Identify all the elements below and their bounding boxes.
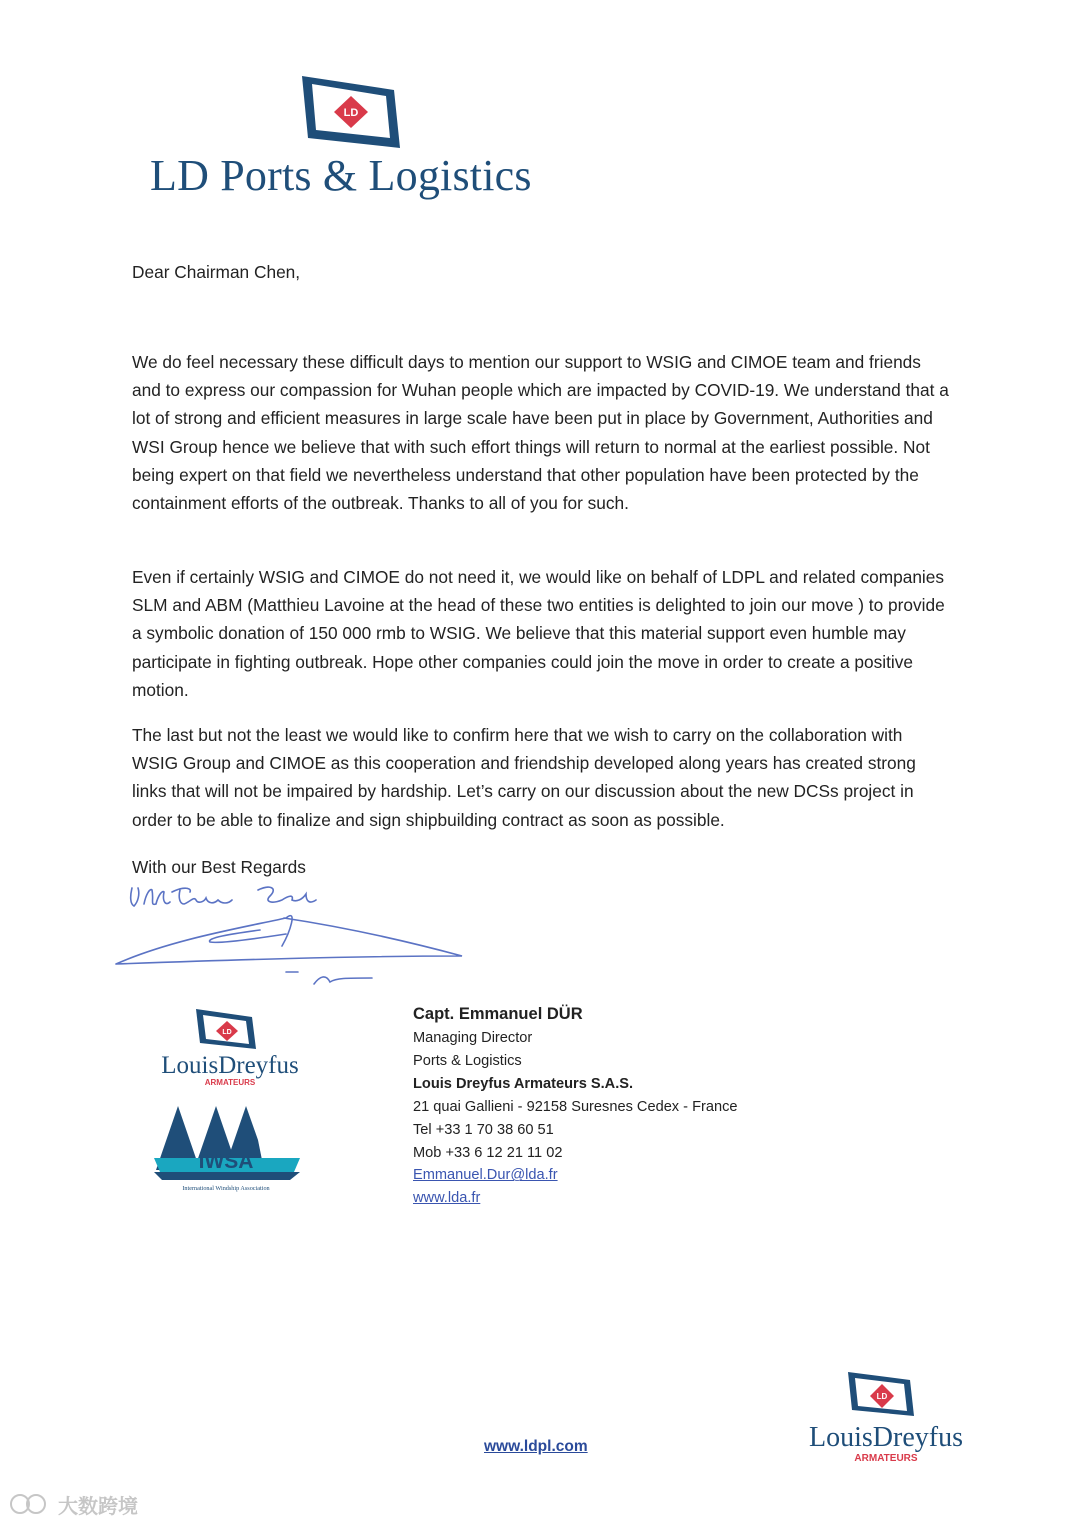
company-brand-name: LD Ports & Logistics (150, 151, 532, 200)
iwsa-logo (150, 1100, 305, 1195)
mobile: Mob +33 6 12 21 11 02 (413, 1144, 563, 1161)
svg-text:ARMATEURS: ARMATEURS (854, 1453, 918, 1464)
website-link[interactable]: www.lda.fr (413, 1190, 481, 1207)
svg-text:LD: LD (876, 1392, 888, 1401)
letter-paragraph-3: The last but not the least we would like to confirm here that we wish to carry on the collaboration with WSIG Group and CIMOE as this cooperation and friendship developed along years has created strong links that will not be impaired by hardship. Let’s carry on our discussion about the new DCSs project in order to be able to finalize and sign shipbuilding contract as soon as possible. (132, 725, 916, 830)
svg-text:International Windship Associa: International Windship Association (182, 1185, 270, 1192)
company-name: Louis Dreyfus Armateurs S.A.S. (413, 1075, 634, 1092)
svg-text:LD: LD (222, 1029, 232, 1036)
ld-flag-logo (298, 72, 404, 152)
letter-paragraph-1: We do feel necessary these difficult days to mention our support to WSIG and CIMOE team and friends and to express our compassion for Wuhan people which are impacted by COVID-19. We understand that a lot of strong and efficient measures in large scale have been put in place by Government, Authorities and WSI Group hence we believe that with such effort things will return to normal at the earliest possible. Not being expert on that field we nevertheless understand that other population have been protected by the containment efforts of the outbreak. Thanks to all of you for such. (132, 352, 949, 514)
salutation: Dear Chairman Chen, (132, 262, 301, 282)
address: 21 quai Gallieni - 92158 Suresnes Cedex - France (413, 1098, 738, 1115)
signatory-title: Managing Director (413, 1030, 533, 1046)
svg-text:大数跨境: 大数跨境 (58, 1494, 138, 1518)
louis-dreyfus-logo (150, 1005, 310, 1095)
svg-text:IWSA: IWSA (198, 1150, 254, 1173)
svg-text:LouisDreyfus: LouisDreyfus (809, 1422, 963, 1453)
svg-text:ARMATEURS: ARMATEURS (204, 1078, 256, 1087)
telephone: Tel +33 1 70 38 60 51 (413, 1121, 554, 1138)
signatory-division: Ports & Logistics (413, 1052, 522, 1069)
closing: With our Best Regards (132, 857, 306, 877)
svg-text:LouisDreyfus: LouisDreyfus (161, 1052, 299, 1079)
footer-website-link[interactable]: www.ldpl.com (484, 1438, 588, 1455)
svg-text:LD: LD (343, 107, 359, 119)
watermark (6, 1487, 151, 1521)
louis-dreyfus-footer-logo (800, 1368, 980, 1468)
email-link[interactable]: Emmanuel.Dur@lda.fr (413, 1167, 558, 1184)
contact-block (413, 1001, 738, 1210)
signatory-name: Capt. Emmanuel DÜR (413, 1005, 583, 1023)
handwritten-signature (110, 878, 470, 988)
letter-paragraph-2: Even if certainly WSIG and CIMOE do not need it, we would like on behalf of LDPL and related companies SLM and ABM (Matthieu Lavoine at the head of these two entities is delighted to join our move ) to provide a symbolic donation of 150 000 rmb to WSIG. We believe that this material support even humble may participate in fighting outbreak. Hope other companies could join the move in order to create a positive motion. (132, 567, 945, 700)
